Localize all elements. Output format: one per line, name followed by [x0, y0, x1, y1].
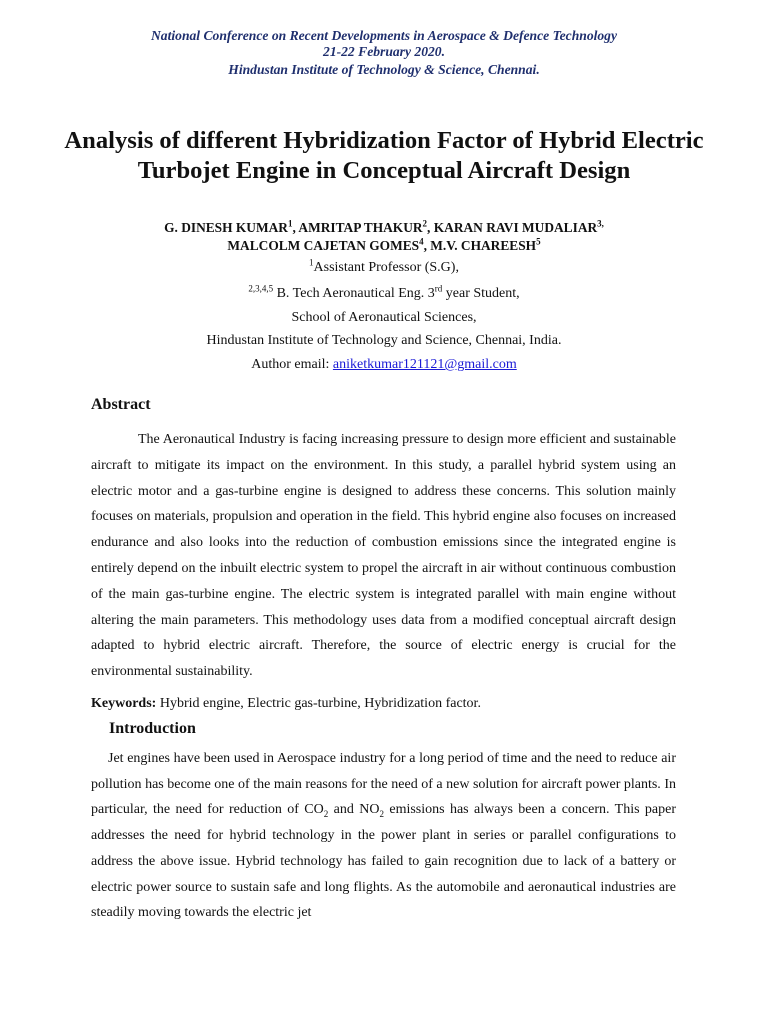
author-mark: 3,	[597, 218, 604, 229]
author-name: KARAN RAVI MUDALIAR	[433, 220, 598, 235]
author-name: G. DINESH KUMAR	[164, 220, 288, 235]
keywords-label: Keywords:	[91, 696, 157, 711]
abstract-heading: Abstract	[91, 396, 151, 413]
author-name: M.V. CHAREESH	[430, 238, 537, 253]
author-name: MALCOLM CAJETAN GOMES	[227, 238, 420, 253]
affiliation-institute: Hindustan Institute of Technology and Science, Chennai, India.	[206, 333, 562, 348]
author-mark: 4	[419, 236, 424, 247]
author-mark: 1	[287, 218, 293, 229]
author-email: Author email: aniketkumar121121@gmail.com	[251, 357, 517, 372]
keywords-text: Hybrid engine, Electric gas-turbine, Hybridization factor.	[156, 696, 481, 711]
author-line-2: MALCOLM CAJETAN GOMES$^4$, M.V. CHAREESH$^5$	[227, 236, 541, 253]
affiliation-students: $^{2,3,4,5}$ B. Tech Aeronautical Eng. 3rd year Student,	[248, 283, 520, 301]
keywords	[91, 696, 481, 712]
conference-venue: Hindustan Institute of Technology & Science, Chennai.	[228, 62, 540, 77]
author-name: AMRITAP THAKUR	[298, 220, 423, 235]
affiliation-assistant-professor: $^1$Assistant Professor (S.G),	[309, 257, 459, 275]
conference-dates: 21-22 February 2020.	[323, 44, 445, 59]
author-mark: 2	[422, 218, 428, 229]
abstract-text: The Aeronautical Industry is facing increasing pressure to design more efficient and sustainable aircraft to mitigate its impact on the environment. In this study, a parallel hybrid system using an electric motor and a gas-turbine engine is designed to address these concerns. This solution mainly focuses on materials, propulsion and operation in the field. This hybrid engine also focuses on increased endurance and also looks into the reduction of combustion emissions since the integrated engine is entirely depend on the inbuilt electric system to propel the aircraft in air without continuous combustion of the main gas-turbine engine. The electric system is integrated parallel with main engine without altering the main parameters. This methodology uses data from a modified conceptual aircraft design adapted to hybrid electric aircraft. Therefore, the source of electric energy is crucial for the environmental sustainability.	[91, 432, 676, 680]
introduction-text: Jet engines have been used in Aerospace industry for a long period of time and the need to reduce air pollution has become one of the main reasons for the need of a new solution for aircraft power plants. In particular, the need for reduction of $CO_2$ and $NO_2$ emissions has always been a concern. This paper addresses the need for hybrid technology in the power plant in series or parallel configurations to address the above issue. Hybrid technology has failed to gain recognition due to lack of a battery or electric power source to sustain safe and long flights. As the automobile and aeronautical industries are steadily moving towards the electric jet	[91, 751, 677, 921]
affiliation-school: School of Aeronautical Sciences,	[291, 310, 477, 325]
paper-title: Analysis of different Hybridization Factor of Hybrid Electric Turbojet Engine in Conceptual Aircraft Design	[64, 127, 704, 184]
author-mark: 5	[536, 236, 541, 247]
conference-name: National Conference on Recent Developments in Aerospace & Defence Technology	[150, 28, 618, 43]
author-line-1: G. DINESH KUMAR$^1$, AMRITAP THAKUR$^2$, KARAN RAVI $MUDALIAR^{3,}$	[164, 218, 604, 235]
introduction-heading: Introduction	[109, 720, 196, 737]
email-link[interactable]: aniketkumar121121@gmail.com	[332, 357, 517, 372]
